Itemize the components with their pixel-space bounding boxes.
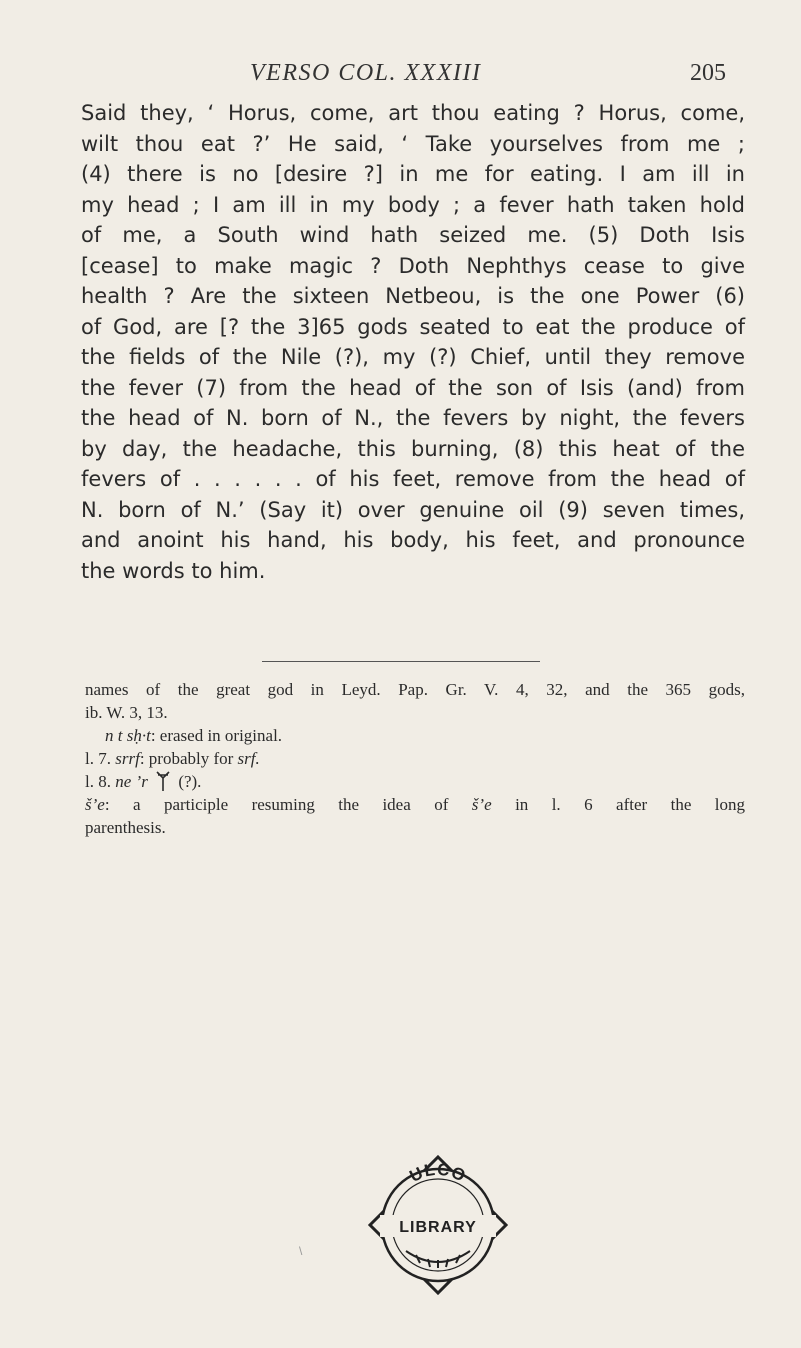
text-line: and anoint his hand, his body, his feet, and pronounce [81,528,745,552]
running-title: VERSO COL. XXXIII [250,60,482,86]
text-line: by day, the headache, this burning, (8) this heat of the [81,436,745,461]
footnote-text: in l. 6 after the long [515,795,746,814]
text-line: fevers of . . . . . . of his feet, remove from the head of [81,467,745,491]
footnote-term: srf. [237,749,260,768]
text-line: of God, are [? the 3]65 gods seated to eat the produce of [81,314,745,339]
text-line: the fever (7) from the head of the son of Isis (and) from [81,375,745,400]
footnote-term: š’e [85,795,105,814]
line-reference: l. 7. [85,749,111,768]
text-line: the words to him. [81,558,266,583]
footnotes [85,678,745,839]
text-line: [cease] to make magic ? Doth Nephthys cease to give [81,253,745,278]
stamp-top-text: ULCO [406,1159,470,1186]
footnote-text: : probably for [139,749,234,768]
footnote-term: srrf [115,749,140,768]
page-number: 205 [690,60,726,86]
translation-text [81,98,745,586]
text-line: the head of N. born of N., the fevers by night, the fevers [81,406,745,430]
text-line: Said they, ‘ Horus, come, art thou eating ? Horus, come, [81,101,745,125]
footnote-line [85,724,745,747]
footnote-line: ib. W. 3, 13. [85,703,168,722]
footnote-term: ne ’r [115,772,148,791]
footnote-line [85,770,745,793]
stray-mark: \ [299,1244,303,1258]
footnote-line [85,747,745,770]
text-line: wilt thou eat ?’ He said, ‘ Take yourselves from me ; [81,131,745,156]
footnote-text: (?). [178,772,202,791]
text-line: health ? Are the sixteen Netbeou, is the one Power (6) [81,284,745,308]
line-reference: l. 8. [85,772,111,791]
footnote-term: n t sḥ·t [105,726,151,745]
footnote-text: : a participle resuming the idea of [104,795,449,814]
footnote-line: names of the great god in Leyd. Pap. Gr. V. 4, 32, and the 365 gods, [85,680,745,699]
text-line: the fields of the Nile (?), my (?) Chief, until they remove [81,345,745,369]
stamp-middle-text: LIBRARY [399,1219,477,1236]
text-line: (4) there is no [desire ?] in me for eating. I am ill in [81,162,745,186]
library-stamp [368,1155,508,1295]
footnote-line [85,793,745,816]
text-line: my head ; I am ill in my body ; a fever hath taken hold [81,192,745,217]
page-header [0,60,801,100]
footnote-divider [262,661,540,662]
footnote-term: š’e [471,795,492,814]
text-line: N. born of N.’ (Say it) over genuine oil (9) seven times, [81,497,745,522]
footnote-line: parenthesis. [85,818,166,837]
text-line: of me, a South wind hath seized me. (5) Doth Isis [81,223,745,247]
footnote-text: : erased in original. [150,726,283,745]
